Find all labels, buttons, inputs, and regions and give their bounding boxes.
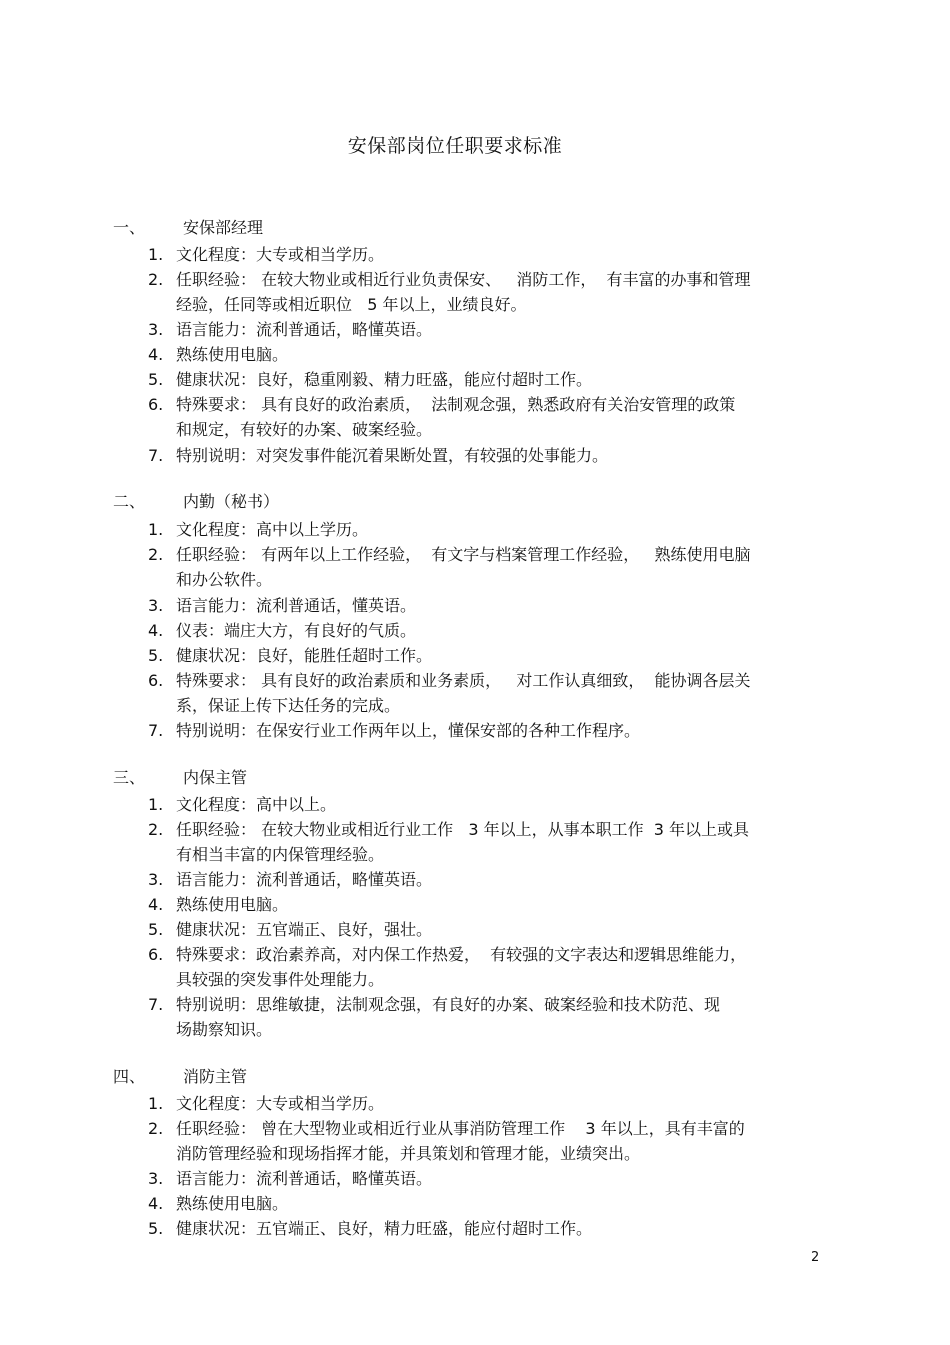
item-number: 1.	[148, 795, 164, 814]
section-title: 内保主管	[183, 768, 248, 787]
item-number: 2.	[148, 820, 164, 839]
item-text: 文化程度：高中以上。	[176, 795, 337, 814]
section-heading	[113, 216, 263, 240]
item-text: 任职经验： 有两年以上工作经验， 有文字与档案管理工作经验， 熟练使用电脑 和办公软件。	[176, 545, 751, 589]
section-heading	[113, 490, 279, 514]
item-number: 2.	[148, 270, 164, 289]
item-number: 6.	[148, 395, 164, 414]
item-number: 7.	[148, 995, 164, 1014]
item-number: 3.	[148, 320, 164, 339]
item-number: 3.	[148, 870, 164, 889]
item-text: 语言能力：流利普通话，略懂英语。	[176, 870, 433, 889]
section-number: 二、	[113, 492, 146, 511]
section-title: 消防主管	[183, 1067, 248, 1086]
item-text: 特殊要求： 具有良好的政治素质和业务素质， 对工作认真细致， 能协调各层关 系，保证上传下达任务的完成。	[176, 671, 751, 715]
item-text: 特别说明：对突发事件能沉着果断处置，有较强的处事能力。	[176, 446, 609, 465]
item-number: 5.	[148, 370, 164, 389]
section-number: 四、	[113, 1067, 146, 1086]
item-number: 4.	[148, 345, 164, 364]
section-heading	[113, 766, 247, 790]
item-text: 语言能力：流利普通话，略懂英语。	[176, 1169, 433, 1188]
item-number: 4.	[148, 621, 164, 640]
item-number: 7.	[148, 446, 164, 465]
item-text: 任职经验： 曾在大型物业或相近行业从事消防管理工作 3 年以上，具有丰富的 消防管理经验和现场指挥才能，并具策划和管理才能，业绩突出。	[176, 1119, 745, 1163]
item-number: 4.	[148, 1194, 164, 1213]
item-text: 任职经验： 在较大物业或相近行业工作 3 年以上，从事本职工作 3 年以上或具 有相当丰富的内保管理经验。	[176, 820, 750, 864]
item-text: 语言能力：流利普通话，略懂英语。	[176, 320, 433, 339]
section-heading	[113, 1065, 247, 1089]
page-number: 2	[811, 1250, 820, 1265]
page-title: 安保部岗位任职要求标准	[347, 135, 563, 157]
item-number: 7.	[148, 721, 164, 740]
item-number: 5.	[148, 1219, 164, 1238]
item-text: 任职经验： 在较大物业或相近行业负责保安、 消防工作， 有丰富的办事和管理 经验，任同等或相近职位 5 年以上，业绩良好。	[176, 270, 751, 314]
item-text: 文化程度：大专或相当学历。	[176, 245, 385, 264]
section-title: 内勤（秘书）	[183, 492, 280, 511]
item-number: 5.	[148, 920, 164, 939]
item-number: 3.	[148, 596, 164, 615]
item-number: 4.	[148, 895, 164, 914]
item-text: 特殊要求：政治素养高，对内保工作热爱， 有较强的文字表达和逻辑思维能力， 具较强的突发事件处理能力。	[176, 945, 747, 989]
item-text: 熟练使用电脑。	[176, 895, 289, 914]
item-text: 健康状况：良好，能胜任超时工作。	[176, 646, 433, 665]
item-text: 熟练使用电脑。	[176, 345, 289, 364]
item-text: 健康状况：五官端正、良好，精力旺盛，能应付超时工作。	[176, 1219, 593, 1238]
item-text: 文化程度：大专或相当学历。	[176, 1094, 385, 1113]
section-title: 安保部经理	[183, 218, 264, 237]
item-text: 仪表：端庄大方，有良好的气质。	[176, 621, 417, 640]
item-number: 3.	[148, 1169, 164, 1188]
item-text: 语言能力：流利普通话，懂英语。	[176, 596, 417, 615]
section-number: 三、	[113, 768, 146, 787]
section-number: 一、	[113, 218, 146, 237]
item-text: 健康状况：良好，稳重刚毅、精力旺盛，能应付超时工作。	[176, 370, 593, 389]
item-text: 特别说明：思维敏捷，法制观念强，有良好的办案、破案经验和技术防范、现 场勘察知识。	[176, 995, 721, 1039]
item-text: 特殊要求： 具有良好的政治素质， 法制观念强，熟悉政府有关治安管理的政策 和规定，有较好的办案、破案经验。	[176, 395, 736, 439]
item-number: 6.	[148, 945, 164, 964]
item-text: 熟练使用电脑。	[176, 1194, 289, 1213]
item-number: 2.	[148, 1119, 164, 1138]
item-number: 1.	[148, 245, 164, 264]
item-number: 1.	[148, 1094, 164, 1113]
item-number: 1.	[148, 520, 164, 539]
item-text: 健康状况：五官端正、良好，强壮。	[176, 920, 433, 939]
item-text: 特别说明：在保安行业工作两年以上，懂保安部的各种工作程序。	[176, 721, 641, 740]
item-text: 文化程度：高中以上学历。	[176, 520, 369, 539]
item-number: 5.	[148, 646, 164, 665]
item-number: 2.	[148, 545, 164, 564]
item-number: 6.	[148, 671, 164, 690]
